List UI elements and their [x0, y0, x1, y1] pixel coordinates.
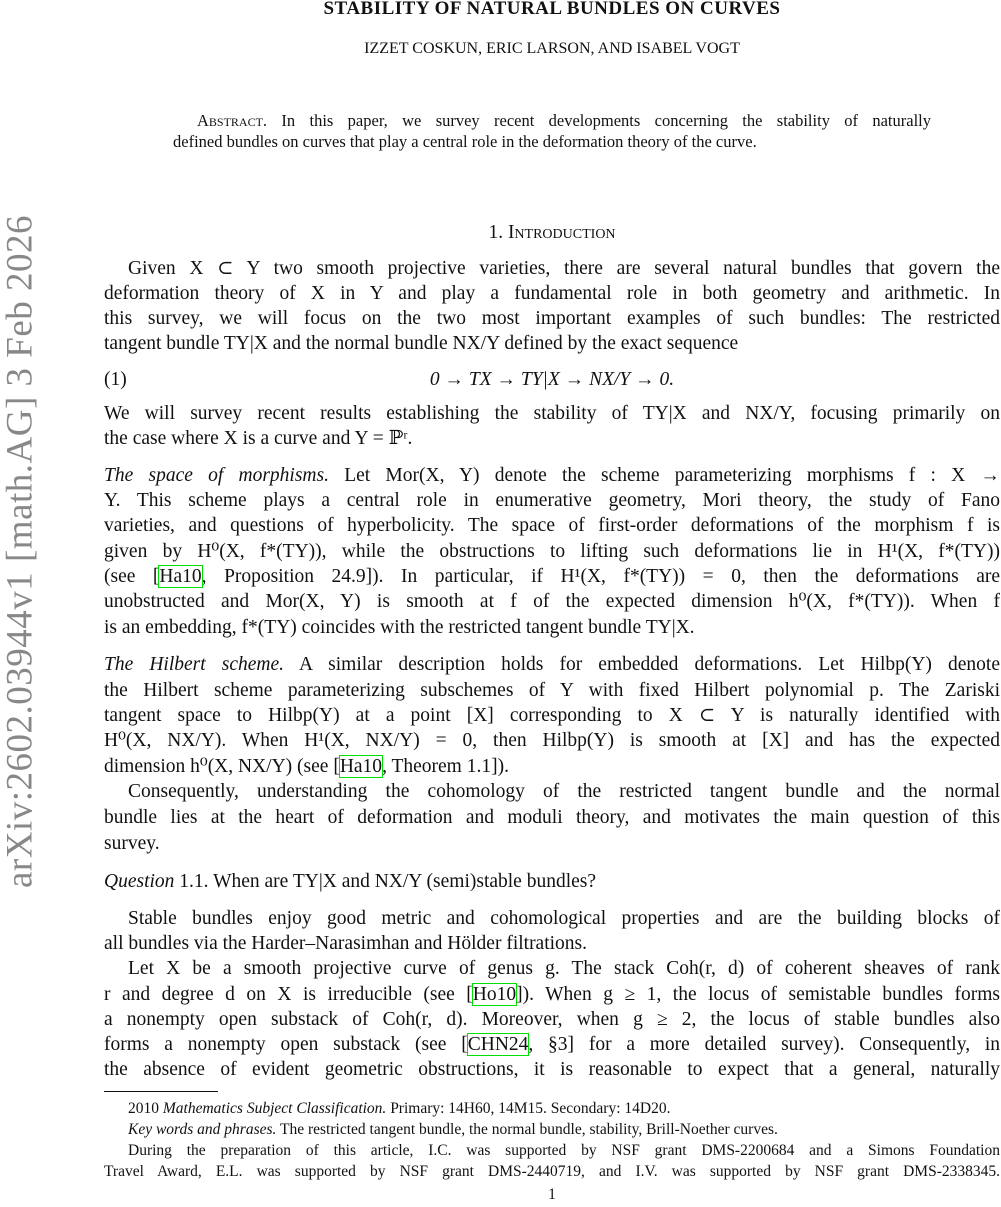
footnote-rule — [104, 1091, 218, 1092]
body-line: deformation theory of X in Y and play a fundamental role in both geometry and arithmetic. In — [104, 283, 1000, 304]
text: forms a nonempty open substack (see [ — [104, 1034, 468, 1055]
abstract-line-1 — [173, 110, 931, 131]
body-line: We will survey recent results establishing the stability of TY|X and NX/Y, focusing primarily on — [104, 403, 1000, 424]
body-line — [104, 982, 1000, 1007]
body-line — [104, 754, 1000, 779]
paragraph-heading: The Hilbert scheme. — [104, 654, 285, 675]
text: dimension h⁰(X, NX/Y) (see [ — [104, 756, 340, 777]
text: , Theorem 1.1]). — [382, 756, 509, 777]
citation-link[interactable]: CHN24 — [467, 1034, 529, 1055]
equation: 0 → TX → TY|X → NX/Y → 0. — [429, 369, 675, 390]
body-line: Consequently, understanding the cohomology of the restricted tangent bundle and the normal — [128, 781, 1000, 802]
body-line: Stable bundles enjoy good metric and cohomological properties and are the building blocks of — [128, 908, 1000, 929]
body-line: the absence of evident geometric obstructions, it is reasonable to expect that a general, naturally — [104, 1059, 1000, 1080]
body-line: a nonempty open substack of Coh(r, d). Moreover, when g ≥ 2, the locus of stable bundles also — [104, 1009, 1000, 1030]
authors: IZZET COSKUN, ERIC LARSON, AND ISABEL VOGT — [364, 40, 740, 57]
citation-link[interactable]: Ha10 — [159, 566, 202, 587]
abstract-text: In this paper, we survey recent developments concerning the stability of naturally — [281, 111, 931, 130]
text: (see [ — [104, 566, 160, 587]
body-line: Let X be a smooth projective curve of genus g. The stack Coh(r, d) of coherent sheaves of rank — [128, 958, 1000, 979]
body-line: varieties, and questions of hyperbolicity. The space of first-order deformations of the morphism f is — [104, 515, 1000, 536]
paragraph-heading: The space of morphisms. — [104, 465, 329, 486]
arxiv-stamp: arXiv:2602.03944v1 [math.AG] 3 Feb 2026 — [0, 214, 41, 889]
body-line: given by H⁰(X, f*(TY)), while the obstructions to lifting such deformations lie in H¹(X, f*(TY)) — [104, 541, 1000, 562]
body-line: this survey, we will focus on the two most important examples of such bundles: The restricted — [104, 308, 1000, 329]
body-line: tangent bundle TY|X and the normal bundle NX/Y defined by the exact sequence — [104, 333, 739, 354]
text: 2010 — [128, 1100, 159, 1117]
text: Let Mor(X, Y) denote the scheme parameterizing morphisms f : X → — [344, 465, 1000, 486]
citation-link[interactable]: Ha10 — [339, 756, 383, 777]
text: The restricted tangent bundle, the normal bundle, stability, Brill-Noether curves. — [280, 1121, 778, 1138]
body-line: tangent space to Hilbp(Y) at a point [X] corresponding to X ⊂ Y is naturally identified with — [104, 705, 1000, 726]
citation-link[interactable]: Ho10 — [472, 984, 517, 1005]
body-line: H⁰(X, NX/Y). When H¹(X, NX/Y) = 0, then Hilbp(Y) is smooth at [X] and has the expected — [104, 730, 1000, 751]
body-line: unobstructed and Mor(X, Y) is smooth at f of the expected dimension h⁰(X, f*(TY)). When f — [104, 591, 1000, 612]
body-line: the case where X is a curve and Y = ℙʳ. — [104, 428, 413, 449]
question-label: Question — [104, 871, 175, 892]
abstract-label: Abstract. — [197, 111, 268, 130]
paper-title: STABILITY OF NATURAL BUNDLES ON CURVES — [323, 0, 781, 19]
footnote-msc — [104, 1098, 1000, 1119]
body-line — [104, 463, 1000, 488]
body-line: Y. This scheme plays a central role in enumerative geometry, Mori theory, the study of Fano — [104, 490, 1000, 511]
body-line — [104, 1032, 1000, 1057]
footnote-keywords — [104, 1119, 1000, 1140]
page-number: 1 — [548, 1186, 556, 1203]
text: Primary: 14H60, 14M15. Secondary: 14D20. — [390, 1100, 671, 1117]
body-line: survey. — [104, 833, 160, 854]
text: , §3] for a more detailed survey). Consequently, in — [528, 1034, 1000, 1055]
section-number: 1. — [488, 222, 504, 243]
text: , Proposition 24.9]). In particular, if H¹(X, f*(TY)) = 0, then the deformations are — [201, 566, 1000, 587]
footnote-funding-2: Travel Award, E.L. was supported by NSF grant DMS-2440719, and I.V. was supported by NSF grant DMS-2338345. — [104, 1163, 1000, 1180]
footnote-label: Mathematics Subject Classification. — [162, 1100, 387, 1117]
question — [104, 869, 1000, 894]
text: r and degree d on X is irreducible (see [ — [104, 984, 473, 1005]
section-title: Introduction — [507, 222, 616, 243]
question-text: When are TY|X and NX/Y (semi)stable bundles? — [213, 871, 597, 892]
body-line: the Hilbert scheme parameterizing subschemes of Y with fixed Hilbert polynomial p. The Zariski — [104, 680, 1000, 701]
section-heading — [104, 220, 1000, 245]
question-number: 1.1. — [179, 871, 209, 892]
footnote-label: Key words and phrases. — [128, 1121, 277, 1138]
body-line: all bundles via the Harder–Narasimhan and Hölder filtrations. — [104, 933, 588, 954]
footnote-funding-1: During the preparation of this article, I.C. was supported by NSF grant DMS-2200684 and a Simons Foundation — [128, 1142, 1000, 1159]
body-line: bundle lies at the heart of deformation and moduli theory, and motivates the main question of this — [104, 807, 1000, 828]
body-line — [104, 652, 1000, 677]
body-line: is an embedding, f*(TY) coincides with the restricted tangent bundle TY|X. — [104, 617, 695, 638]
body-line: Given X ⊂ Y two smooth projective varieties, there are several natural bundles that govern the — [128, 258, 1000, 279]
abstract-line-2: defined bundles on curves that play a central role in the deformation theory of the curve. — [173, 132, 757, 151]
body-line — [104, 564, 1000, 589]
text: ]). When g ≥ 1, the locus of semistable bundles forms — [516, 984, 1000, 1005]
text: A similar description holds for embedded deformations. Let Hilbp(Y) denote — [299, 654, 1000, 675]
equation-number: (1) — [104, 369, 127, 390]
